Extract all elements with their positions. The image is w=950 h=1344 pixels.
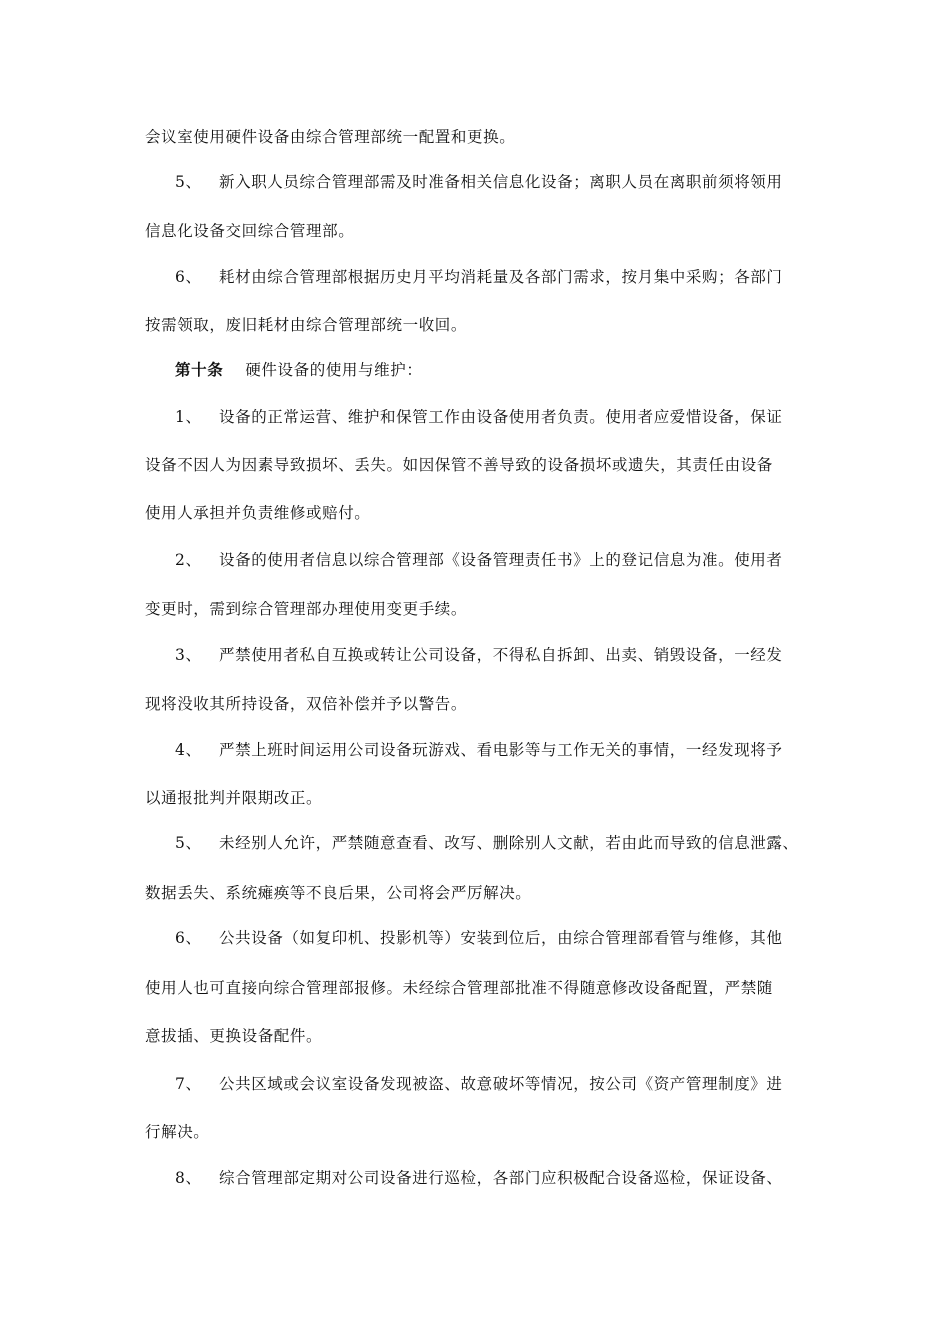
- item-text: 公共区域或会议室设备发现被盗、故意破坏等情况，按公司《资产管理制度》进: [219, 1075, 783, 1093]
- list-item: [145, 833, 825, 853]
- list-item: [145, 407, 825, 427]
- paragraph-line: [145, 788, 825, 808]
- list-item: [145, 645, 825, 665]
- item-text: 未经别人允许，严禁随意查看、改写、删除别人文献，若由此而导致的信息泄露、: [219, 834, 799, 852]
- paragraph-line: [145, 978, 825, 998]
- paragraph-line: [145, 1122, 825, 1142]
- item-number: 1、: [175, 408, 202, 426]
- item-number: 6、: [175, 929, 202, 947]
- list-item: [145, 267, 825, 287]
- paragraph-line: [145, 503, 825, 523]
- item-text: 公共设备（如复印机、投影机等）安装到位后，由综合管理部看管与维修，其他: [219, 929, 783, 947]
- paragraph-line: [145, 455, 825, 475]
- paragraph-line: [145, 694, 825, 714]
- line-text: 数据丢失、系统瘫痪等不良后果，公司将会严厉解决。: [145, 884, 532, 902]
- list-item: [145, 928, 825, 948]
- list-item: [145, 172, 825, 192]
- item-number: 3、: [175, 646, 202, 664]
- list-item: [145, 550, 825, 570]
- paragraph-line: [145, 883, 825, 903]
- line-text: 使用人承担并负责维修或赔付。: [145, 504, 371, 522]
- item-number: 8、: [175, 1169, 202, 1187]
- line-text: 使用人也可直接向综合管理部报修。未经综合管理部批准不得随意修改设备配置，严禁随: [145, 979, 773, 997]
- list-item: [145, 740, 825, 760]
- item-text: 综合管理部定期对公司设备进行巡检，各部门应积极配合设备巡检，保证设备、: [219, 1169, 783, 1187]
- item-text: 严禁上班时间运用公司设备玩游戏、看电影等与工作无关的事情，一经发现将予: [219, 741, 783, 759]
- paragraph-line: [145, 127, 825, 147]
- article-heading: [145, 360, 825, 380]
- paragraph-line: [145, 315, 825, 335]
- item-number: 7、: [175, 1075, 202, 1093]
- item-number: 2、: [175, 551, 202, 569]
- line-text: 设备不因人为因素导致损坏、丢失。如因保管不善导致的设备损坏或遗失，其责任由设备: [145, 456, 773, 474]
- line-text: 行解决。: [145, 1123, 210, 1141]
- item-text: 新入职人员综合管理部需及时准备相关信息化设备；离职人员在离职前须将领用: [219, 173, 783, 191]
- list-item: [145, 1074, 825, 1094]
- line-text: 以通报批判并限期改正。: [145, 789, 323, 807]
- item-text: 严禁使用者私自互换或转让公司设备，不得私自拆卸、出卖、销毁设备，一经发: [219, 646, 783, 664]
- line-text: 现将没收其所持设备，双倍补偿并予以警告。: [145, 695, 468, 713]
- list-item: [145, 1168, 825, 1188]
- item-number: 5、: [175, 834, 202, 852]
- line-text: 信息化设备交回综合管理部。: [145, 222, 355, 240]
- line-text: 意拔插、更换设备配件。: [145, 1027, 323, 1045]
- line-text: 按需领取，废旧耗材由综合管理部统一收回。: [145, 316, 468, 334]
- line-text: 会议室使用硬件设备由综合管理部统一配置和更换。: [145, 128, 516, 146]
- item-text: 设备的正常运营、维护和保管工作由设备使用者负责。使用者应爱惜设备，保证: [219, 408, 783, 426]
- paragraph-line: [145, 221, 825, 241]
- article-label: 第十条: [175, 360, 224, 379]
- item-text: 耗材由综合管理部根据历史月平均消耗量及各部门需求，按月集中采购；各部门: [219, 268, 783, 286]
- paragraph-line: [145, 599, 825, 619]
- item-number: 5、: [175, 173, 202, 191]
- item-text: 设备的使用者信息以综合管理部《设备管理责任书》上的登记信息为准。使用者: [219, 551, 783, 569]
- article-title: 硬件设备的使用与维护：: [245, 361, 423, 379]
- item-number: 4、: [175, 741, 202, 759]
- line-text: 变更时，需到综合管理部办理使用变更手续。: [145, 600, 468, 618]
- item-number: 6、: [175, 268, 202, 286]
- paragraph-line: [145, 1026, 825, 1046]
